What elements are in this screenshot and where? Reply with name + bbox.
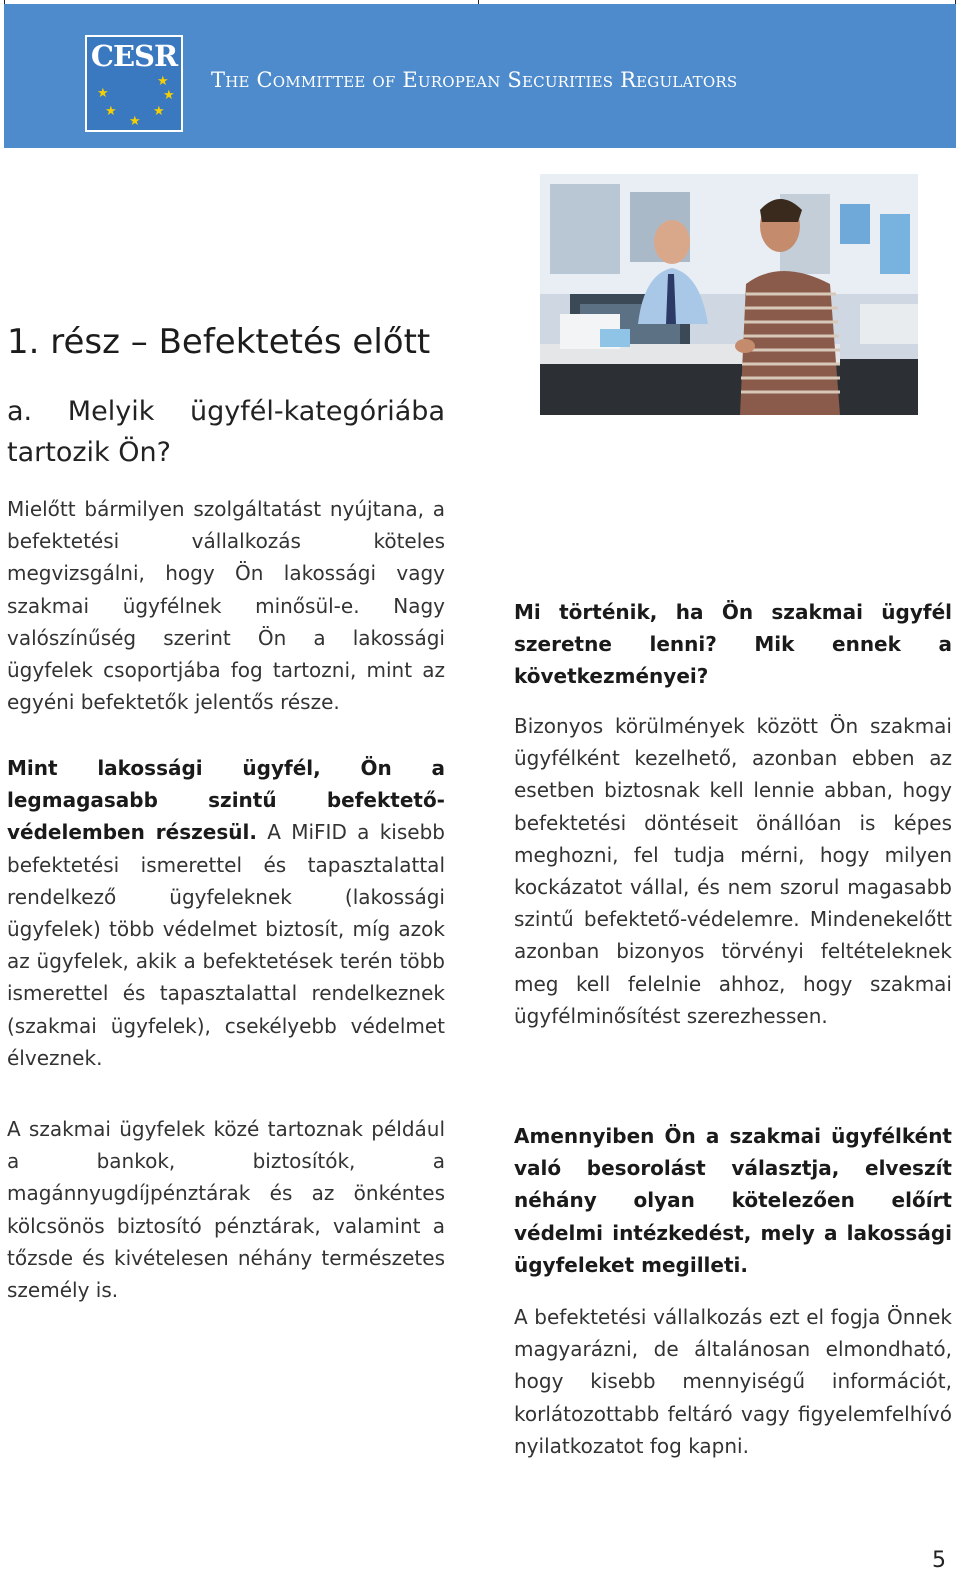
photo-bank-counter (540, 174, 918, 415)
cesr-logo (85, 35, 183, 132)
star-icon: ★ (153, 104, 165, 119)
header-banner (4, 4, 956, 148)
question-heading: Mi történik, ha Ön szakmai ügyfél szeretne lenni? Mik ennek a következményei? (514, 600, 952, 689)
right-paragraph-3-block (514, 1301, 952, 1462)
right-paragraph-2-block (514, 1120, 952, 1281)
left-paragraph-1-block (7, 493, 445, 718)
star-icon: ★ (129, 114, 141, 129)
right-question-block (514, 596, 952, 693)
paragraph-information-notice: A befektetési vállalkozás ezt el fogja Önnek magyarázni, de általánosan elmondható, hogy kisebb mennyiségű információt, korlátozottabb feltáró vagy figyelemfelhívó nyilatkozatot fog kapni. (514, 1305, 952, 1458)
paragraph-intro: Mielőtt bármilyen szolgáltatást nyújtana, a befektetési vállalkozás köteles megvizsgálni, hogy Ön lakossági vagy szakmai ügyfélnek minősül-e. Nagy valószínűség szerint Ön a lakossági ügyfelek csoportjába fog tartozni, mint az egyéni befektetők jelentős része. (7, 497, 445, 715)
paragraph-retail-protection-rest: A MiFID a kisebb befektetési ismerettel és tapasztalattal rendelkező ügyfeleknek (lakossági ügyfelek) több védelmet biztosít, míg azok az ügyfelek, akik a befektetések terén több ismerettel és tapasztalattal rendelkeznek (szakmai ügyfelek), csekélyebb védelmet élveznek. (7, 820, 445, 1070)
photo-illustration (540, 174, 918, 415)
left-column (7, 391, 445, 473)
paragraph-professional-warning: Amennyiben Ön a szakmai ügyfélként való besorolást választja, elveszít néhány olyan kötelezően előírt védelmi intézkedést, mely a lakossági ügyfeleket megilleti. (514, 1124, 952, 1277)
logo-text: CESR (90, 39, 178, 73)
paragraph-professional-clients: A szakmai ügyfelek közé tartoznak például a bankok, biztosítók, a magánnyugdíjpénztárak és az önkéntes kölcsönös biztosító pénztárak, valamint a tőzsde és kivételesen néhány természetes személy is. (7, 1117, 445, 1303)
left-paragraph-3-block (7, 1113, 445, 1306)
left-paragraph-2-block (7, 752, 445, 1074)
section-subtitle: a. Melyik ügyfél-kategóriába tartozik Ön? (7, 396, 445, 468)
star-icon: ★ (105, 104, 117, 119)
star-icon: ★ (163, 88, 175, 103)
organization-name: The Committee of European Securities Regulators (211, 68, 738, 92)
section-title: 1. rész – Befektetés előtt (7, 322, 431, 362)
paragraph-retail-protection (7, 752, 445, 1074)
right-paragraph-1-block (514, 710, 952, 1032)
paragraph-professional-conditions: Bizonyos körülmények között Ön szakmai ügyfélként kezelhető, azonban ebben az esetben biztosnak kell lennie abban, hogy befektetési döntéseit önállóan is képes meghozni, fel tudja mérni, hogy milyen kockázatot vállal, és nem szorul magasabb szintű befektető-védelemre. Mindenekelőtt azonban bizonyos törvényi feltételeknek meg kell felelnie ahhoz, hogy szakmai ügyfélminősítést szerezhessen. (514, 714, 952, 1028)
page-number: 5 (932, 1548, 946, 1573)
star-icon: ★ (157, 74, 169, 89)
paragraph-retail-protection-bold: Mint lakossági ügyfél, Ön a legmagasabb szintű befektető-védelemben részesül. (7, 756, 445, 845)
star-icon: ★ (97, 86, 109, 101)
